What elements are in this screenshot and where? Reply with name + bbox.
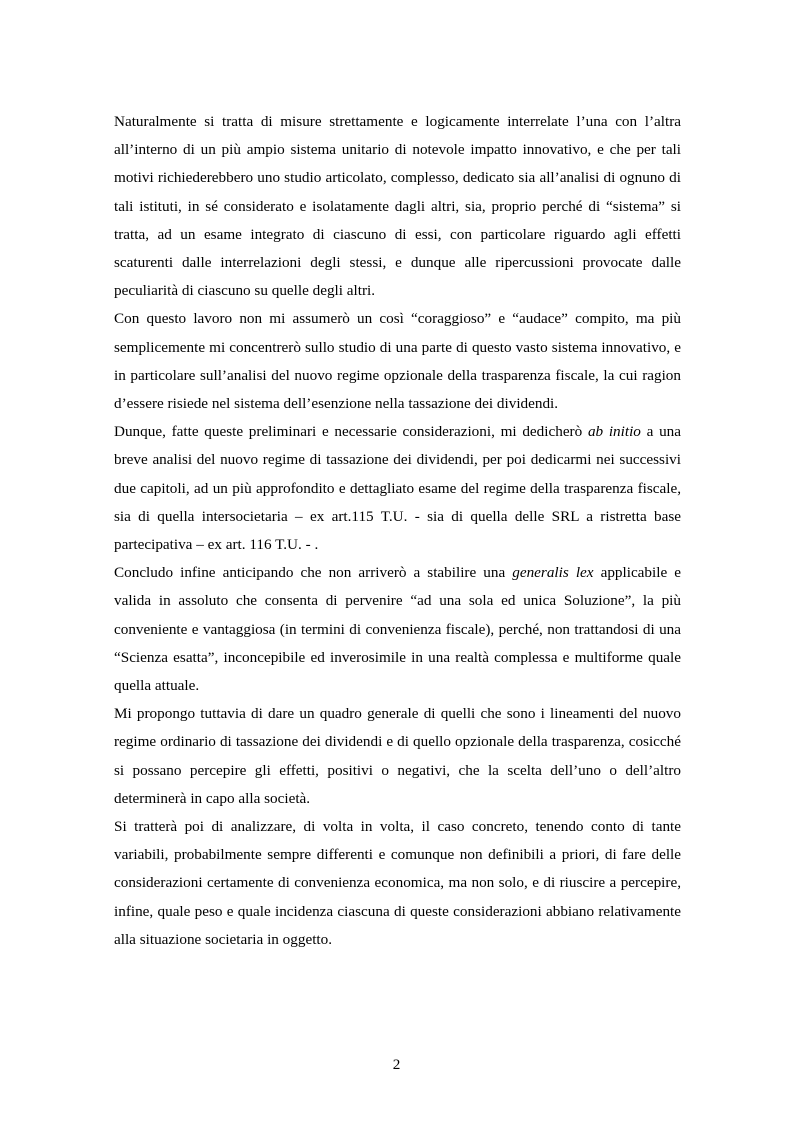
paragraph-5: Mi propongo tuttavia di dare un quadro generale di quelli che sono i lineamenti del nuovo regime ordinario di tassazione dei dividendi e di quello opzionale della trasparenza, cosicché si possano percepire gli effetti, positivi o negativi, che la scelta dell’uno o dell’altro determinerà in capo alla società. [114, 705, 681, 807]
body-text [114, 108, 681, 954]
paragraph-6: Si tratterà poi di analizzare, di volta in volta, il caso concreto, tenendo conto di tante variabili, probabilmente sempre differenti e comunque non definibili a priori, di fare delle considerazioni certamente di convenienza economica, ma non solo, e di riuscire a percepire, infine, quale peso e quale incidenza ciascuna di queste considerazioni abbiano relativamente alla situazione societaria in oggetto. [114, 818, 681, 948]
paragraph-3 [114, 418, 681, 559]
paragraph-3-end: a una breve analisi del nuovo regime di tassazione dei dividendi, per poi dedicarmi nei successivi due capitoli, ad un più approfondito e dettagliato esame del regime della trasparenza fiscale, sia di quella intersocietaria – ex art.115 T.U. - sia di quella delle SRL a ristretta base partecipativa – ex art. 116 T.U. - . [114, 423, 681, 554]
paragraph-2: Con questo lavoro non mi assumerò un così “coraggioso” e “audace” compito, ma più semplicemente mi concentrerò sullo studio di una parte di questo vasto sistema innovativo, e in particolare sull’analisi del nuovo regime opzionale della trasparenza fiscale, la cui ragion d’essere risiede nel sistema dell’esenzione nella tassazione dei dividendi. [114, 310, 681, 413]
paragraph-4 [114, 559, 681, 700]
paragraph-1: Naturalmente si tratta di misure strettamente e logicamente interrelate l’una con l’altra all’interno di un più ampio sistema unitario di notevole impatto innovativo, e che per tali motivi richiederebbero uno studio articolato, complesso, dedicato sia all’analisi di ognuno di tali istituti, in sé considerato e isolatamente dagli altri, sia, proprio perché di “sistema” si tratta, ad un esame integrato di ciascuno di essi, con particolare riguardo agli effetti scaturenti dalle interrelazioni degli stessi, e dunque alle ripercussioni provocate dalle peculiarità di ciascuno su quelle degli altri. [114, 113, 681, 300]
paragraph-4-start: Concludo infine anticipando che non arriverò a stabilire una [114, 564, 513, 582]
paragraph-4-italic: generalis lex [512, 564, 594, 582]
paragraph-4-end: applicabile e valida in assoluto che consenta di pervenire “ad una sola ed unica Soluzione”, la più conveniente e vantaggiosa (in termini di convenienza fiscale), perché, non trattandosi di una “Scienza esatta”, inconcepibile ed inverosimile in una realtà complessa e multiforme quale quella attuale. [114, 564, 681, 695]
paragraph-3-italic: ab initio [587, 423, 641, 441]
page-number: 2 [392, 1056, 401, 1073]
paragraph-3-start: Dunque, fatte queste preliminari e necessarie considerazioni, mi dedicherò [114, 423, 588, 441]
